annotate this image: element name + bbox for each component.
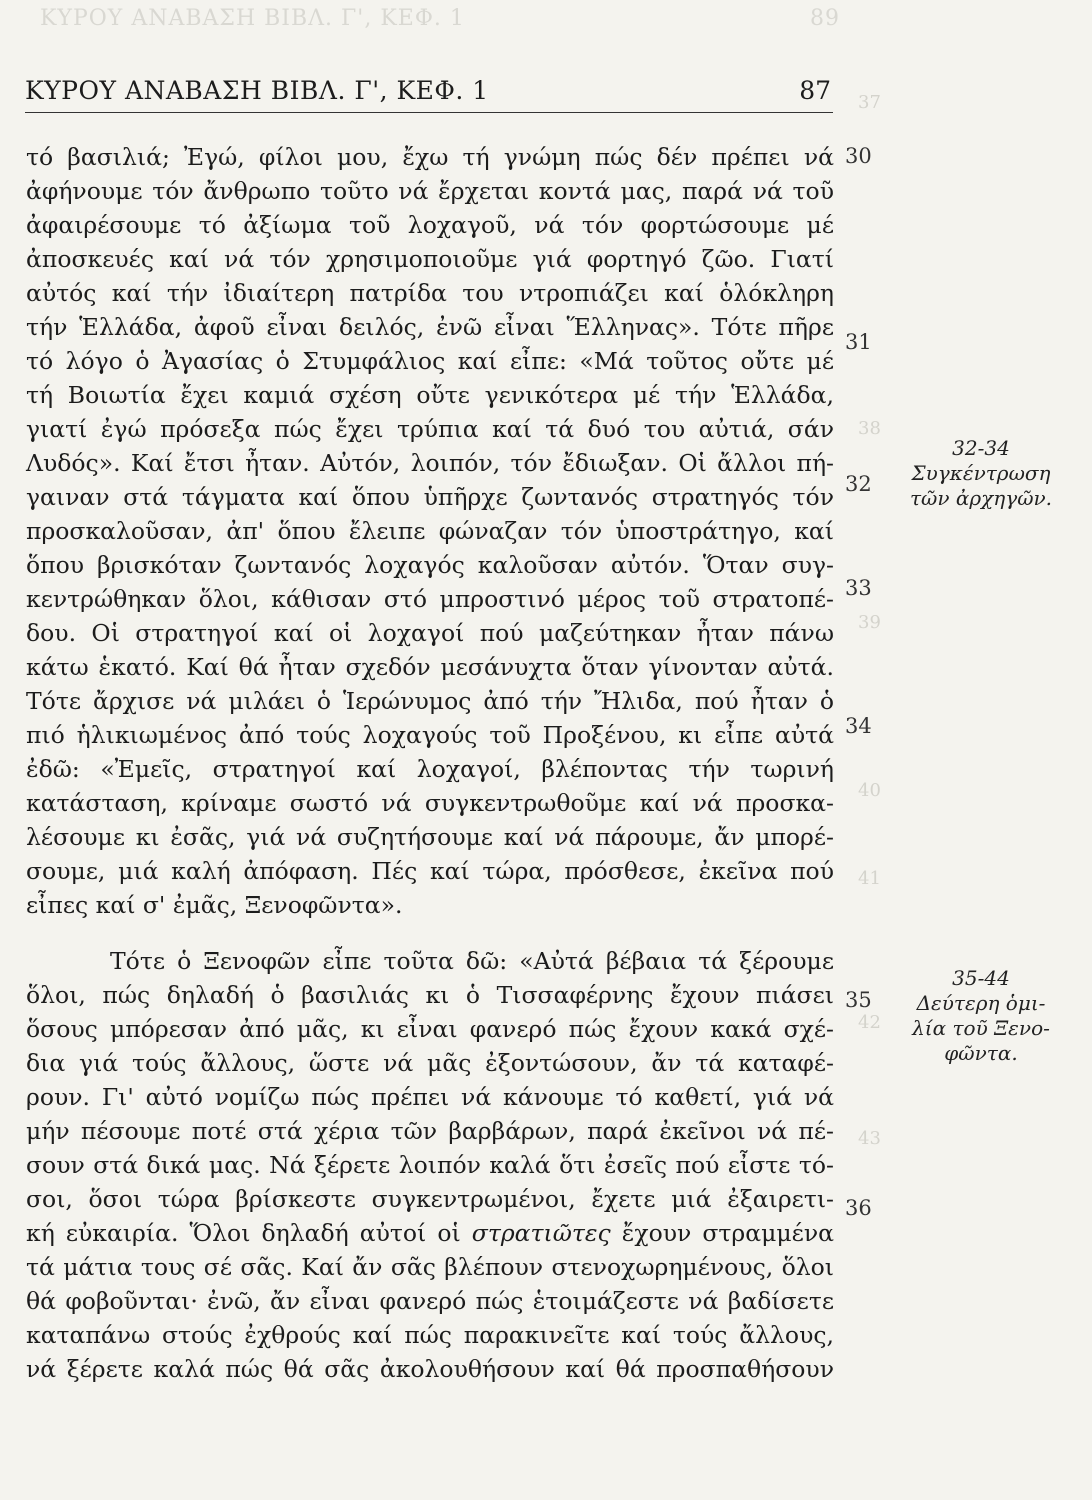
side-note-text: Δεύτερη ὁμι- [916,991,1046,1015]
text-line: Τότε ὁ Ξενοφῶν εἶπε τοῦτα δῶ: «Αὐτά βέβαια τά ξέρουμε [110,947,834,975]
text-line: σουμε, μιά καλή ἀπόφαση. Πές καί τώρα, πρόσθεσε, ἐκεῖνα πού [26,857,834,885]
paragraph-number: 32 [845,472,872,496]
text-line: προσκαλοῦσαν, ἀπ' ὅπου ἔλειπε φώναζαν τόν ὑποστράτηγο, καί [26,517,834,545]
side-note-text: φῶντα. [944,1041,1018,1065]
side-note-text: τῶν ἀρχηγῶν. [909,486,1053,510]
bleed-through-title: ΚΥΡΟΥ ΑΝΑΒΑΣΗ ΒΙΒΛ. Γ', ΚΕΦ. 1 [40,6,465,31]
text-line: σοι, ὅσοι τώρα βρίσκεστε συγκεντρωμένοι, ἔχετε μιά ἐξαιρετι- [26,1185,834,1213]
text-line-with-italic [26,1216,834,1250]
text-segment: ἔχουν στραμμένα [621,1219,834,1247]
side-note [876,966,1086,1066]
ghost-number: 42 [858,1012,881,1033]
text-line: τήν Ἑλλάδα, ἀφοῦ εἶναι δειλός, ἐνῶ εἶναι Ἕλληνας». Τότε πῆρε [26,313,834,341]
paragraph-number: 30 [845,144,872,168]
text-line: Λυδός». Καί ἔτσι ἦταν. Αὐτόν, λοιπόν, τόν ἔδιωξαν. Οἱ ἄλλοι πή- [26,449,834,477]
text-line: τό λόγο ὁ Ἀγασίας ὁ Στυμφάλιος καί εἶπε: «Μά τοῦτος οὔτε μέ [26,347,834,375]
text-line: κατάσταση, κρίναμε σωστό νά συγκεντρωθοῦμε καί νά προσκα- [26,789,834,817]
paragraph-number: 36 [845,1196,872,1220]
running-header [25,76,833,113]
text-line: καταπάνω στούς ἐχθρούς καί πώς παρακινεῖτε καί τούς ἄλλους, [26,1321,834,1349]
text-line: κάτω ἑκατό. Καί θά ἦταν σχεδόν μεσάνυχτα ὅταν γίνονταν αὐτά. [26,653,834,681]
text-line: αὐτός καί τήν ἰδιαίτερη πατρίδα του ντροπιάζει καί ὁλόκληρη [26,279,834,307]
text-line: θά φοβοῦνται· ἐνῶ, ἄν εἶναι φανερό πώς ἑτοιμάζεστε νά βαδίσετε [26,1287,834,1315]
text-line: σουν στά δικά μας. Νά ξέρετε λοιπόν καλά ὅτι ἐσεῖς πού εἶστε τό- [26,1151,834,1179]
text-line: μήν πέσουμε ποτέ στά χέρια τῶν βαρβάρων, παρά ἐκεῖνοι νά πέ- [26,1117,834,1145]
paragraph-number: 33 [845,576,872,600]
text-line: ἀφήνουμε τόν ἄνθρωπο τοῦτο νά ἔρχεται κοντά μας, παρά νά τοῦ [26,177,834,205]
body-text [26,140,834,1386]
paragraph-number: 35 [845,988,872,1012]
bleed-through-page-number: 89 [810,6,840,31]
ghost-number: 43 [858,1128,881,1149]
side-note-range: 35-44 [952,966,1010,990]
text-line: ἐδῶ: «Ἐμεῖς, στρατηγοί καί λοχαγοί, βλέποντας τήν τωρινή [26,755,834,783]
text-line: τή Βοιωτία ἔχει καμιά σχέση οὔτε γενικότερα μέ τήν Ἑλλάδα, [26,381,834,409]
text-segment: κή εὐκαιρία. Ὅλοι δηλαδή αὐτοί οἱ [26,1219,461,1247]
side-note-text: λία τοῦ Ξενο- [912,1016,1050,1040]
text-line: νά ξέρετε καλά πώς θά σᾶς ἀκολουθήσουν καί θά προσπαθήσουν [26,1355,834,1383]
text-line: εἶπες καί σ' ἐμᾶς, Ξενοφῶντα». [26,891,403,919]
header-title: ΚΥΡΟΥ ΑΝΑΒΑΣΗ ΒΙΒΛ. Γ', ΚΕΦ. 1 [25,76,489,105]
text-line: ἀφαιρέσουμε τό ἀξίωμα τοῦ λοχαγοῦ, νά τόν φορτώσουμε μέ [26,211,834,239]
side-note-range: 32-34 [952,436,1010,460]
text-line: ὅλοι, πώς δηλαδή ὁ βασιλιάς κι ὁ Τισσαφέρνης ἔχουν πιάσει [26,981,834,1009]
ghost-number: 40 [858,780,881,801]
text-line: ἀποσκευές καί νά τόν χρησιμοποιοῦμε γιά φορτηγό ζῶο. Γιατί [26,245,834,273]
text-line: λέσουμε κι ἐσᾶς, γιά νά συζητήσουμε καί νά πάρουμε, ἄν μπορέ- [26,823,834,851]
text-line: δια γιά τούς ἄλλους, ὥστε νά μᾶς ἐξοντώσουν, ἄν τά καταφέ- [26,1049,834,1077]
paragraph-number: 31 [845,330,872,354]
text-line: πιό ἡλικιωμένος ἀπό τούς λοχαγούς τοῦ Προξένου, κι εἶπε αὐτά [26,721,834,749]
bleed-through-header [40,6,840,31]
ghost-number: 41 [858,868,881,889]
ghost-number: 37 [858,92,881,113]
text-line: γιατί ἐγώ πρόσεξα πώς ἔχει τρύπια καί τά δυό του αὐτιά, σάν [26,415,834,443]
paragraph-number: 34 [845,714,872,738]
text-line: δου. Οἱ στρατηγοί καί οἱ λοχαγοί πού μαζεύτηκαν ἦταν πάνω [26,619,834,647]
text-line: τό βασιλιά; Ἐγώ, φίλοι μου, ἔχω τή γνώμη πώς δέν πρέπει νά [26,143,834,171]
ghost-number: 38 [858,418,881,439]
text-line: ὅπου βρισκόταν ζωντανός λοχαγός καλοῦσαν αὐτόν. Ὅταν συγ- [26,551,834,579]
text-line: ὅσους μπόρεσαν ἀπό μᾶς, κι εἶναι φανερό πώς ἔχουν κακά σχέ- [26,1015,834,1043]
side-note-text: Συγκέντρωση [911,461,1051,485]
italic-word: στρατιῶτες [471,1219,611,1247]
side-note [876,436,1086,511]
text-line: γαιναν στά τάγματα καί ὅπου ὑπῆρχε ζωντανός στρατηγός τόν [26,483,834,511]
ghost-number: 39 [858,612,881,633]
page-number: 87 [799,76,831,105]
text-line: τά μάτια τους σέ σᾶς. Καί ἄν σᾶς βλέπουν στενοχωρημένους, ὅλοι [26,1253,834,1281]
text-line: κεντρώθηκαν ὅλοι, κάθισαν στό μπροστινό μέρος τοῦ στρατοπέ- [26,585,834,613]
text-line: ρουν. Γι' αὐτό νομίζω πώς πρέπει νά κάνουμε τό καθετί, γιά νά [26,1083,834,1111]
text-line: Τότε ἄρχισε νά μιλάει ὁ Ἱερώνυμος ἀπό τήν Ἤλιδα, πού ἦταν ὁ [26,687,834,715]
